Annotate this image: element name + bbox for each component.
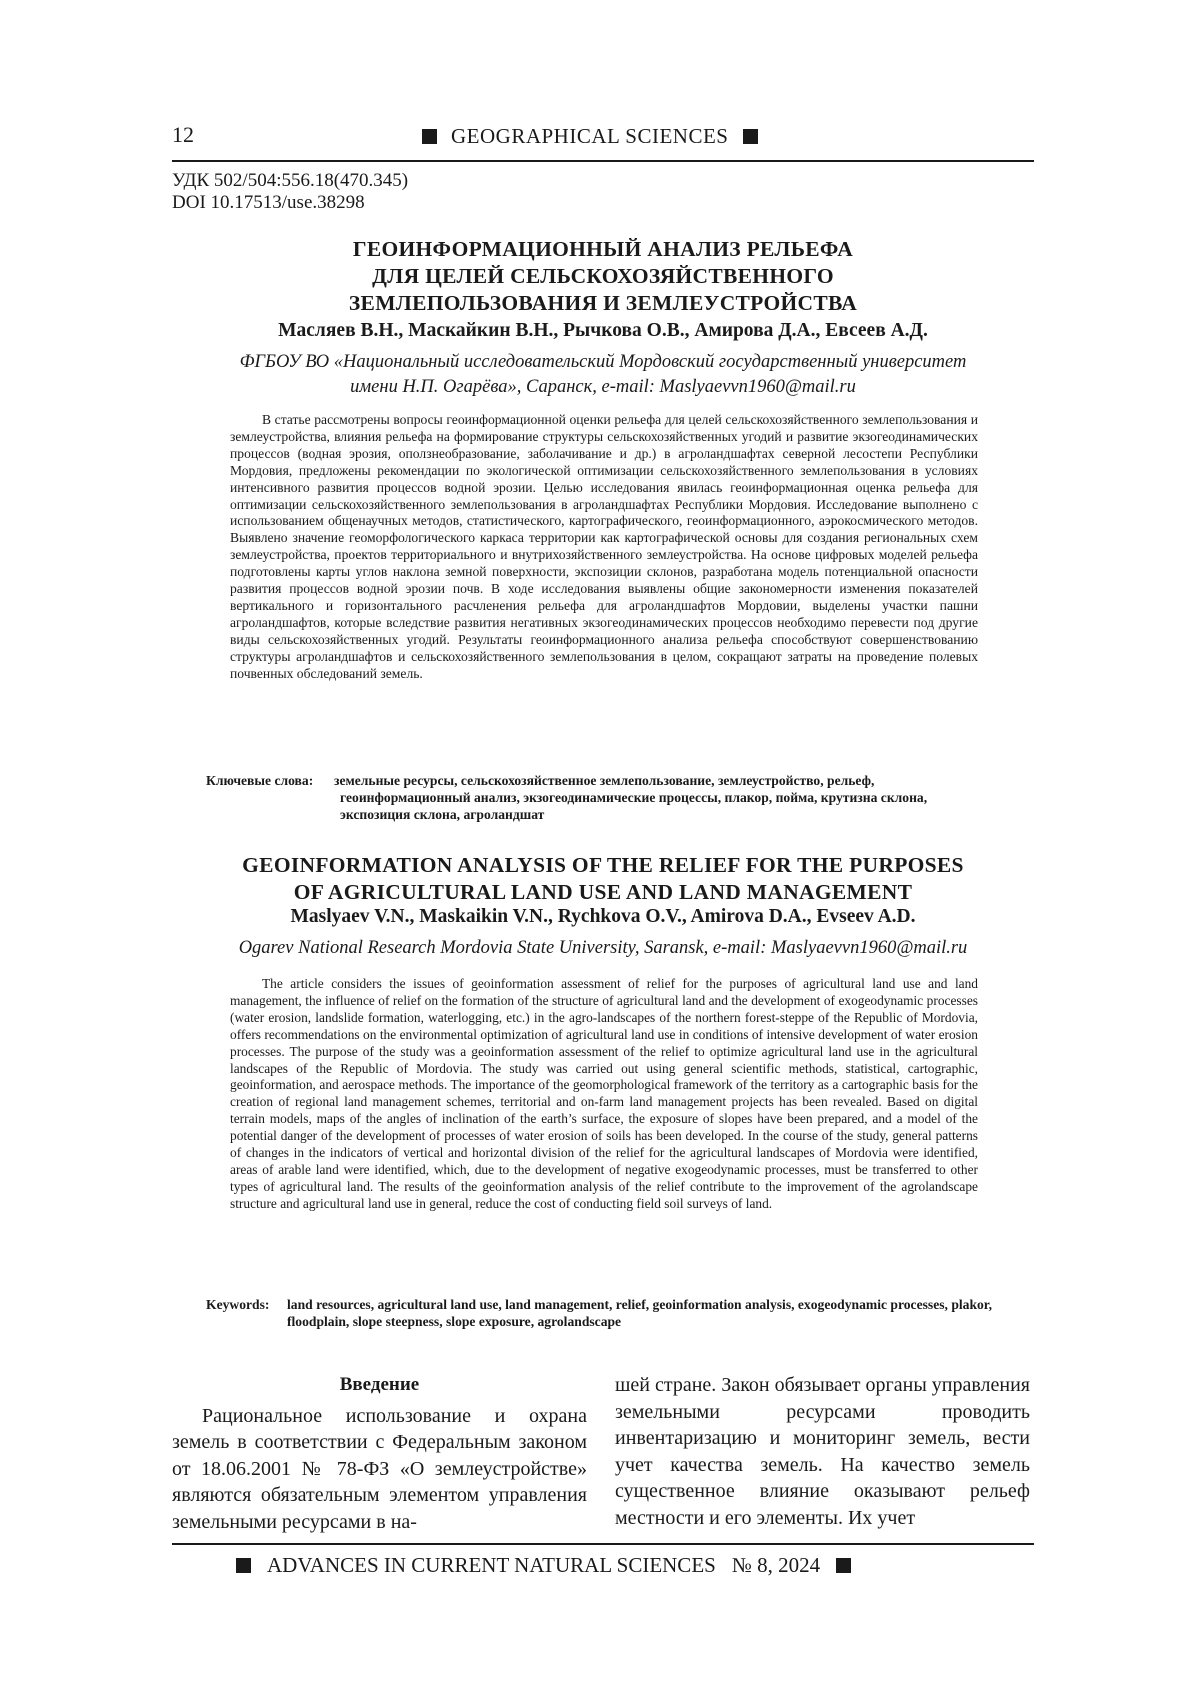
body-paragraph: Рациональное использование и охрана земель в соответствии с Федеральным законом от 18.06.2001 № 78-ФЗ «О землеустройстве» являются обязательным элементом управления земельными ресурсами в на- <box>172 1403 587 1536</box>
affiliation-en: Ogarev National Research Mordovia State University, Saransk, e-mail: Maslyaevvn1960@mail.ru <box>172 936 1034 961</box>
keywords-en-text: land resources, agricultural land use, land management, relief, geoinformation analysis, exogeodynamic processes, plakor, floodplain, slope steepness, slope exposure, agrolandscape <box>287 1296 1010 1330</box>
doi: DOI 10.17513/use.38298 <box>172 192 408 214</box>
title-en-line: GEOINFORMATION ANALYSIS OF THE RELIEF FOR THE PURPOSES <box>172 852 1034 879</box>
square-bullet-icon <box>743 129 758 144</box>
title-ru-line: ЗЕМЛЕПОЛЬЗОВАНИЯ И ЗЕМЛЕУСТРОЙСТВА <box>172 290 1034 317</box>
article-meta <box>172 170 408 214</box>
abstract-en: The article considers the issues of geoinformation assessment of relief for the purposes of agricultural land use and land management, the influence of relief on the formation of the structure of agricultural land and the development of exogeodynamic processes (water erosion, landslide formation, waterlogging, etc.) in the agro-landscapes of the northern forest-steppe of the Republic of Mordovia, offers recommendations on the environmental optimization of agricultural land use in conditions of intensive development of water erosion processes. The purpose of the study was a geoinformation assessment of the relief to optimize agricultural land use in the agricultural landscapes of the Republic of Mordovia. The study was carried out using general scientific methods, statistical, cartographic, geoinformation, and aerospace methods. The importance of the geomorphological framework of the territory as a cartographic basis for the creation of regional land management schemes, territorial and on-farm land management projects has been revealed. Based on digital terrain models, maps of the angles of inclination of the earth’s surface, the exposure of slopes have been prepared, and a model of the potential danger of the development of processes of water erosion of soils has been developed. In the course of the study, general patterns of changes in the indicators of vertical and horizontal division of the relief for the agricultural landscapes of Mordovia were identified, areas of arable land were identified, which, due to the development of negative exogeodynamic processes, must be transferred to other types of agricultural land. The results of the geoinformation analysis of the relief contribute to the improvement of the agrolandscape structure and agricultural land use in general, reduce the cost of conducting field soil surveys of land. <box>230 976 978 1213</box>
affiliation-ru <box>172 350 1034 400</box>
title-ru-line: ГЕОИНФОРМАЦИОННЫЙ АНАЛИЗ РЕЛЬЕФА <box>172 236 1034 263</box>
keywords-en-block <box>287 1296 1010 1332</box>
keywords-ru-text: земельные ресурсы, сельскохозяйственное землепользование, землеустройство, рельеф, геоинформационный анализ, экзогеодинамические процессы, плакор, пойма, крутизна склона, экспозиция склона, агроландшат <box>340 772 990 823</box>
affiliation-ru-line: ФГБОУ ВО «Национальный исследовательский Мордовский государственный университет <box>172 350 1034 375</box>
running-title <box>422 124 758 149</box>
keywords-ru-label: Ключевые слова: <box>206 772 313 789</box>
footer-journal <box>236 1553 851 1578</box>
square-bullet-icon <box>236 1558 251 1573</box>
section-heading: Введение <box>172 1372 587 1399</box>
udc-code: УДК 502/504:556.18(470.345) <box>172 170 408 192</box>
page-footer <box>172 1543 1034 1583</box>
keywords-ru-block <box>340 772 990 824</box>
keywords-en-label: Keywords: <box>206 1296 269 1313</box>
abstract-ru: В статье рассмотрены вопросы геоинформационной оценки рельефа для целей сельскохозяйственного землепользования и землеустройства, влияния рельефа на формирование структуры сельскохозяйственных угодий и развитие экзогеодинамических процессов (водная эрозия, оползнеобразование, заболачивание и др.) в агроландшафтах северной лесостепи Республики Мордовия, предложены рекомендации по экологической оптимизации сельскохозяйственного землепользования в условиях интенсивного развития процессов водной эрозии. Целью исследования явилась геоинформационная оценка рельефа для оптимизации сельскохозяйственного землепользования в агроландшафтах Республики Мордовия. Исследование выполнено с использованием общенаучных методов, статистического, картографического, геоинформационного, аэрокосмического методов. Выявлено значение геоморфологического каркаса территории как картографической основы для создания региональных схем землеустройства, проектов территориального и внутрихозяйственного землеустройства. На основе цифровых моделей рельефа подготовлены карты углов наклона земной поверхности, экспозиции склонов, разработана модель потенциальной опасности развития процессов водной эрозии почв. В ходе исследования выявлены общие закономерности изменения показателей вертикального и горизонтального расчленения рельефа для агроландшафтов Мордовии, выделены участки пашни агроландшафтов, которые вследствие развития негативных экзогеодинамических процессов необходимо перевести под другие виды сельскохозяйственных угодий. Результаты геоинформационного анализа рельефа способствуют совершенствованию структуры агроландшафтов и сельскохозяйственного землепользования в целом, сокращают затраты на проведение полевых почвенных обследований земель. <box>230 412 978 683</box>
running-title-text: GEOGRAPHICAL SCIENCES <box>451 124 729 149</box>
issue-number: № 8, 2024 <box>732 1553 820 1578</box>
authors-en: Maslyaev V.N., Maskaikin V.N., Rychkova O.V., Amirova D.A., Evseev A.D. <box>172 906 1034 928</box>
body-column-left <box>172 1372 587 1535</box>
title-ru <box>172 236 1034 317</box>
square-bullet-icon <box>422 129 437 144</box>
square-bullet-icon <box>836 1558 851 1573</box>
body-column-right <box>615 1372 1030 1531</box>
journal-name: ADVANCES IN CURRENT NATURAL SCIENCES <box>267 1553 716 1578</box>
authors-ru: Масляев В.Н., Маскайкин В.Н., Рычкова О.В., Амирова Д.А., Евсеев А.Д. <box>172 320 1034 342</box>
page-header <box>172 118 1034 162</box>
title-en-line: OF AGRICULTURAL LAND USE AND LAND MANAGEMENT <box>172 879 1034 906</box>
body-paragraph: шей стране. Закон обязывает органы управления земельными ресурсами проводить инвентаризацию и мониторинг земель, вести учет качества земель. На качество земель существенное влияние оказывают рельеф местности и его элементы. Их учет <box>615 1372 1030 1531</box>
page-number: 12 <box>172 122 194 148</box>
title-en <box>172 852 1034 906</box>
affiliation-ru-line: имени Н.П. Огарёва», Саранск, e-mail: Maslyaevvn1960@mail.ru <box>172 375 1034 400</box>
title-ru-line: ДЛЯ ЦЕЛЕЙ СЕЛЬСКОХОЗЯЙСТВЕННОГО <box>172 263 1034 290</box>
